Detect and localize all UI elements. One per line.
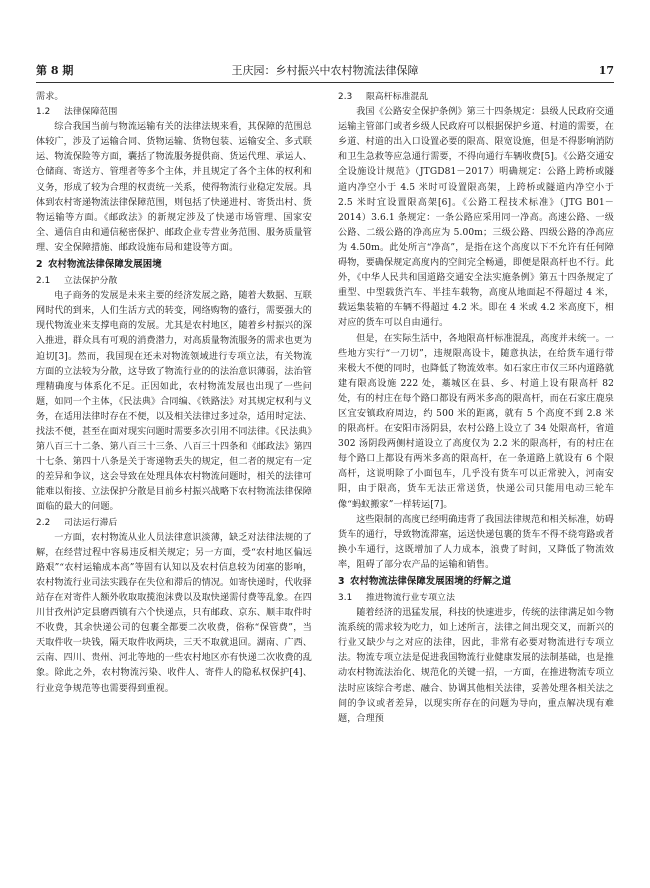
- paragraph: 这些限制的高度已经明确违背了我国法律规范和相关标准，妨碍货车的通行，导致物流滞塞，运送快递包裹的货车不得不绕弯路或者换小车通行，这既增加了人力成本，浪费了时间，又降低了物流效率，阻碍了部分农产品的运输和销售。: [338, 514, 614, 570]
- page-number: 17: [598, 64, 614, 77]
- subsection-number: 2.1: [36, 276, 51, 287]
- paragraph: 一方面，农村物流从业人员法律意识淡薄，缺乏对法律法规的了解，在经营过程中容易违反相关规定；另一方面，受“农村地区偏远路艰”“农村运输成本高”等固有认知以及农村信息较为闭塞的影响，农村物流行业司法实践存在失位和滞后的情况。如寄快递时，代收驿站存在对寄件人额外收取取揽泡沫费以及取快递需付费等乱象。在四川甘孜州泸定县磨西镇有六个快递点，只有邮政、京东、顺丰取件时不收费，其余快递公司的包裹全都要二次收费，俗称“保管费”，当天取件收一块钱，隔天取件收两块，三天不取就退回。湖南、广西、云南、四川、贵州、河北等地的一些农村地区亦有快递二次收费的乱象。除此之外，农村物流污染、收件人、寄件人的隐私权保护[4]、行业竞争规范等也需要得到重视。: [36, 532, 312, 694]
- left-column: [36, 90, 312, 850]
- subsection-heading: [338, 90, 614, 105]
- header-rule: [36, 82, 614, 83]
- paragraph: 随着经济的迅猛发展，科技的快速进步，传统的法律满足如今物流系统的需求较为吃力，如上述所言，法律之间出现交叉，而新兴的行业又缺少与之对应的法律，因此，非常有必要对物流进行专项立法。物流专项立法是促进我国物流行业健康发展的法制基础，也是推动农村物流法治化、规范化的关键一招，一方面，在推进物流专项立法时应该综合考虑、融合、协调其他相关法律，妥善处理各相关法之间的争议或者差异，以现实所存在的问题为导向，重点解决现有难题，合理预: [338, 608, 614, 724]
- subsection-number: 3.1: [338, 593, 353, 603]
- subsection-heading: [36, 274, 312, 289]
- subsection-heading: [36, 105, 312, 120]
- section-title: 农村物流法律保障发展困境的纾解之道: [350, 576, 512, 587]
- paragraph: 电子商务的发展是未来主要的经济发展之路，随着大数据、互联网时代的到来，人们生活方式的转变，网络购物的盛行，需要强大的现代物流业来支撑电商的发展。尤其是农村地区，随着乡村振兴的深入推进，群众具有可观的消费潜力，对高质量物流服务的需求也更为迫切[3]。然而，我国现在还未对物流领域进行专项立法，有关物流方面的立法较为分散，这导致了物流行业的的法治意识薄弱，法治管理精确度与体系化不足。正因如此，农村物流发展也出现了一些问题，如同一个主体，《民法典》合同编、《铁路法》对其规定权利与义务，在适用法律时存在不便，以及相关法律过多过杂，适用时定法、找法不便，甚至在面对现实问题时需要多次引用不同法律。《民法典》第八百三十二条、第八百三十三条、八百三十四条和《邮政法》第四十七条、第四十八条是关于寄递物丢失的规定，但二者的规定有一定的差异和争议，这会导致在处理具体农村物流问题时，相关的法律可能难以衔接、立法保护分散是目前乡村振兴战略下农村物流法律保障面临的最大的问题。: [36, 291, 312, 513]
- section-heading: [36, 257, 312, 273]
- paragraph: 我国《公路安全保护条例》第三十四条规定：县级人民政府交通运输主管部门或者乡级人民政府可以根据保护乡道、村道的需要，在乡道、村道的出入口设置必要的限高、限宽设施，但是不得影响消防和卫生急救等应急通行需要，不得向通行车辆收费[5]。《公路交通安全设施设计规范》（JTGD81－2017）明确规定：公路上跨桥或隧道内净空小于 4.5 米时可设置限高架，上跨桥或隧道内净空小于 2.5 米时宜设置限高架[6]。《公路工程技术标准》（JTG B01－2014）3.6.1 条规定：一条公路应采用同一净高。高速公路、一级公路、二级公路的净高应为 5.00m；三级公路、四级公路的净高应为 4.50m。此处所言“净高”，是指在这个高度以下不允许有任何障碍物，要确保规定高度内的空间完全畅通，即便是限高杆也不行。此外，《中华人民共和国道路交通安全法实施条例》第五十四条规定了重型、中型载货汽车、半挂车载物，高度从地面起不得超过 4 米，载运集装箱的车辆不得超过 4.2 米。即在 4 米或 4.2 米高度下，相对应的货车可以自由通行。: [338, 107, 614, 329]
- paragraph: 但是，在实际生活中，各地限高杆标准混乱，高度并未统一。一些地方实行“一刀切”，违规限高设卡，随意执法，在给货车通行带来极大不便的同时，也降低了物流效率。如石家庄市仅三环内道路就建有限高设施 222 处，藁城区在县、乡、村道上设有限高杆 82 处，有的村庄在每个路口都设有两米多高的限高杆，而在石家庄鹿泉区宜安镇政府周边，约 500 米的距离，就有 5 个高度不到 2.8 米的限高杆。在安阳市汤阴县，农村公路上设立了 34 处限高杆，省道 302 汤阴段两侧村道设立了高度仅为 2.2 米的限高杆，有的村庄在每个路口上都设有两米多高的限高杆，在一条道路上就设有 6 个限高杆，这说明除了小面包车，几乎没有货车可以正常驶入，河南安阳，由于限高，货车无法正常送货，快递公司只能用电动三轮车像“蚂蚁搬家”一样转运[7]。: [338, 333, 614, 510]
- issue-number: 第 8 期: [36, 64, 74, 77]
- subsection-number: 1.2: [36, 107, 51, 118]
- subsection-title: 推进物流行业专项立法: [366, 593, 455, 603]
- subsection-title: 限高杆标准混乱: [366, 92, 429, 102]
- paragraph: 综合我国当前与物流运输有关的法律法规来看，其保障的范围总体较广，涉及了运输合同、货物运输、货物包装、运输安全、多式联运、物流保险等方面，囊括了物流服务提供商、货运代理、承运人、仓储商、寄送方、管理者等多个主体，并且规定了各个主体的权利和义务，形成了较为合理的权责统一关系，使得物流行业稳定发展。具体到农村寄递物流法律保障范围，则包括了快递进村、寄货出村、货物运输等方面。《邮政法》的新规定涉及了快递市场管理、国家安全、通信自由和通信秘密保护、邮政企业专营业务范围、服务质量管理、安全保障措施、邮政设施布局和建设等方面。: [36, 122, 312, 253]
- subsection-number: 2.3: [338, 92, 353, 102]
- subsection-heading: [338, 591, 614, 606]
- subsection-title: 立法保护分散: [64, 276, 118, 287]
- section-title: 农村物流法律保障发展困境: [48, 259, 162, 271]
- subsection-title: 法律保障范围: [64, 107, 118, 118]
- section-number: 2: [36, 259, 43, 271]
- subsection-heading: [36, 516, 312, 531]
- paragraph: 需求。: [36, 92, 64, 102]
- running-header: [36, 62, 614, 80]
- running-title: 王庆园：乡村振兴中农村物流法律保障: [231, 64, 419, 77]
- section-heading: [338, 574, 614, 590]
- section-number: 3: [338, 576, 345, 587]
- subsection-title: 司法运行滞后: [64, 517, 118, 528]
- subsection-number: 2.2: [36, 517, 51, 528]
- right-column: [338, 90, 614, 850]
